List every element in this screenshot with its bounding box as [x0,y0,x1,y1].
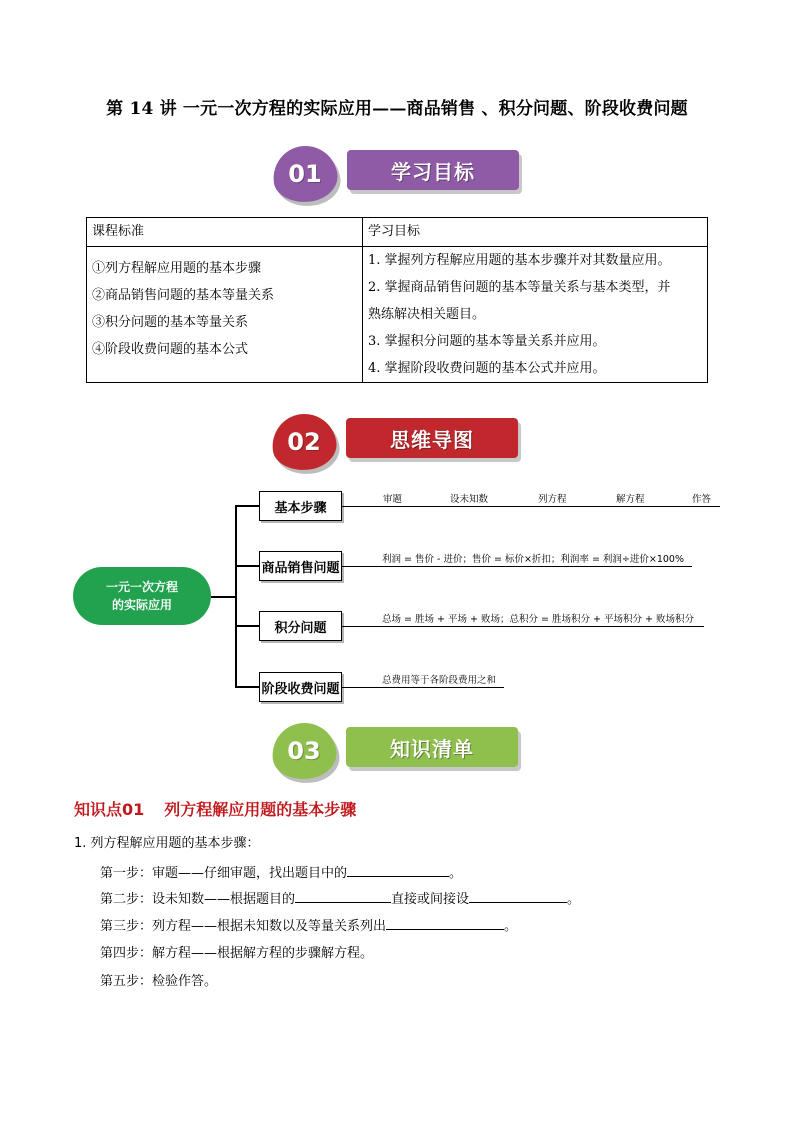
leaf-text: 解方程 [616,494,645,505]
step-2: 第二步：设未知数——根据题目的 直接或间接设 。 [100,892,581,907]
mindmap-node-sales: 商品销售问题 [259,551,342,581]
leaf-text: 列方程 [538,494,567,505]
goal-item: 4. 掌握阶段收费问题的基本公式并应用。 [368,361,606,376]
connector-line [211,596,236,598]
leaf-underline [342,506,720,507]
mindmap-node-tiered-fee: 阶段收费问题 [259,672,342,702]
section-title-bar: 知识清单 [346,727,518,767]
connector-line [235,686,260,688]
leaf-text: 总费用等于各阶段费用之和 [382,675,497,686]
standard-item: ④阶段收费问题的基本公式 [92,342,249,357]
table-header-standards: 课程标准 [87,218,363,247]
objectives-table [86,217,708,383]
fill-blank[interactable] [295,890,391,903]
leaf-text: 设未知数 [450,494,489,505]
leaf-underline [342,626,704,627]
leaf-underline [342,566,692,567]
connector-line [235,565,260,567]
section-title-bar: 思维导图 [346,418,518,458]
page-title: 第 14 讲 一元一次方程的实际应用——商品销售 、积分问题、阶段收费问题 [106,99,688,119]
standard-item: ①列方程解应用题的基本步骤 [92,261,262,276]
goal-item: 熟练解决相关题目。 [368,307,486,322]
mindmap-node-basic-steps: 基本步骤 [259,491,342,521]
step-3: 第三步：列方程——根据未知数以及等量关系列出 。 [100,919,518,934]
section-number-badge: 02 [272,414,336,470]
goal-item: 2. 掌握商品销售问题的基本等量关系与基本类型，并 [368,280,671,295]
table-header-goals: 学习目标 [363,218,708,247]
leaf-text: 总场 = 胜场 + 平场 + 败场；总积分 = 胜场积分 + 平场积分 + 败场积分 [382,614,694,625]
standard-item: ②商品销售问题的基本等量关系 [92,288,275,303]
fill-blank[interactable] [347,864,449,877]
standards-cell [87,247,363,383]
step-1: 第一步：审题——仔细审题，找出题目中的 。 [100,866,463,881]
section-title-bar: 学习目标 [347,150,519,190]
connector-line [235,505,260,507]
goal-item: 1. 掌握列方程解应用题的基本步骤并对其数量应用。 [368,253,671,268]
leaf-underline [342,687,504,688]
fill-blank[interactable] [386,917,504,930]
knowledge-point-heading: 知识点01 列方程解应用题的基本步骤 [74,800,357,819]
section-number-badge: 01 [273,146,337,202]
leaf-text: 审题 [383,494,403,505]
step-4: 第四步：解方程——根据解方程的步骤解方程。 [100,946,374,961]
leaf-text: 作答 [692,494,712,505]
step-5: 第五步：检验作答。 [100,974,218,989]
mindmap-center-node: 一元一次方程 的实际应用 [73,567,211,625]
standard-item: ③积分问题的基本等量关系 [92,315,249,330]
leaf-text: 利润 = 售价 - 进价；售价 = 标价×折扣；利润率 = 利润÷进价×100% [382,554,685,565]
steps-intro: 1. 列方程解应用题的基本步骤： [74,836,260,851]
connector-line [235,505,237,687]
fill-blank[interactable] [469,890,567,903]
mindmap-node-points: 积分问题 [259,611,342,641]
goal-item: 3. 掌握积分问题的基本等量关系并应用。 [368,334,606,349]
connector-line [235,625,260,627]
section-number-badge: 03 [272,723,336,779]
goals-cell [363,247,708,383]
